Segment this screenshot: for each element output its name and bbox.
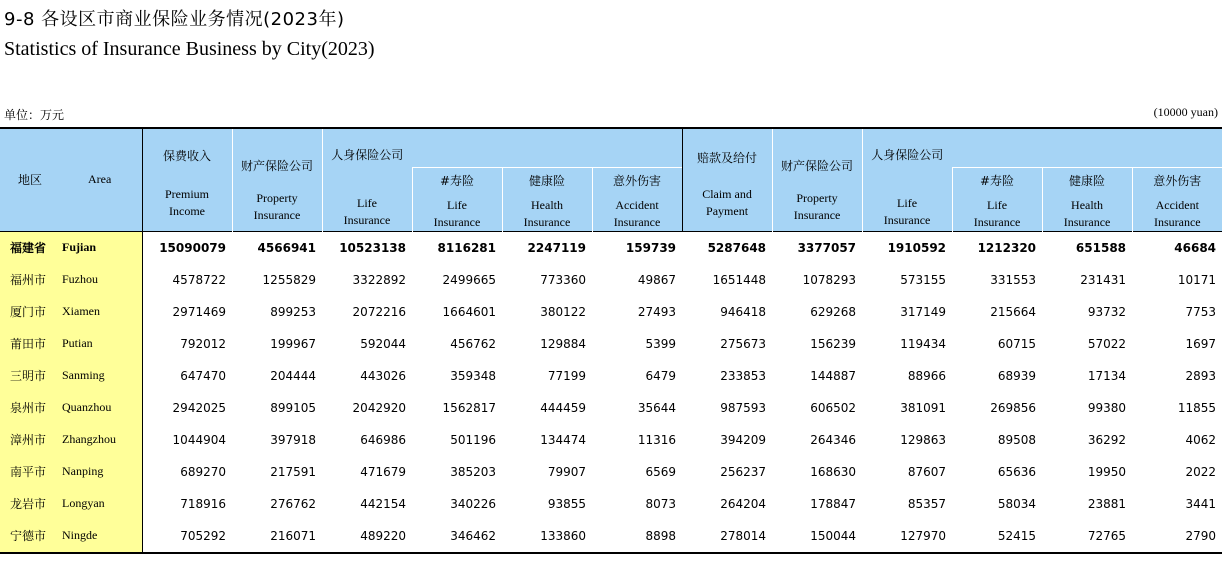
table-row — [0, 424, 1222, 456]
value-cell: 11316 — [637, 432, 677, 447]
header-premium: 保费收入 Premium Income — [142, 128, 232, 231]
area-name-cn: 宁德市 — [0, 520, 62, 553]
table-row — [0, 392, 1222, 424]
value-cell: 144887 — [810, 368, 857, 383]
value-cell: 156239 — [810, 336, 857, 351]
value-cell: 442154 — [360, 496, 406, 511]
value-cell: 2790 — [1132, 520, 1222, 553]
value-cell: 93732 — [1087, 304, 1127, 319]
table-row — [0, 264, 1222, 296]
value-cell: 129863 — [900, 432, 947, 447]
value-cell: 217591 — [270, 464, 316, 479]
value-cell: 65636 — [997, 464, 1037, 479]
value-cell: 57022 — [1087, 336, 1127, 351]
header-premium-life-group: 人身保险公司 — [322, 128, 412, 167]
header-premium-accident: 意外伤害 Accident Insurance — [592, 167, 682, 231]
value-cell: 10523138 — [322, 231, 412, 264]
value-cell: 2247119 — [502, 231, 592, 264]
value-cell: 317149 — [900, 304, 947, 319]
value-cell: 397918 — [270, 432, 316, 447]
value-cell: 231431 — [1080, 272, 1127, 287]
value-cell: 6569 — [645, 464, 677, 479]
value-cell: 946418 — [720, 304, 767, 319]
value-cell: 2893 — [1185, 368, 1217, 383]
area-name-en: Quanzhou — [62, 392, 142, 424]
table-body — [0, 231, 1222, 553]
area-name-en: Longyan — [62, 488, 142, 520]
value-cell: 17134 — [1087, 368, 1127, 383]
value-cell: 346462 — [412, 520, 502, 553]
value-cell: 394209 — [720, 432, 767, 447]
value-cell: 275673 — [720, 336, 767, 351]
value-cell: 489220 — [322, 520, 412, 553]
value-cell: 46684 — [1132, 231, 1222, 264]
table-row — [0, 456, 1222, 488]
value-cell: 77199 — [547, 368, 586, 383]
value-cell: 5399 — [645, 336, 677, 351]
value-cell: 340226 — [450, 496, 496, 511]
area-name-en: Ningde — [62, 520, 142, 553]
value-cell: 1910592 — [862, 231, 952, 264]
value-cell: 444459 — [540, 400, 586, 415]
value-cell: 606502 — [810, 400, 857, 415]
value-cell: 359348 — [450, 368, 496, 383]
value-cell: 2942025 — [172, 400, 226, 415]
header-premium-property: 财产保险公司 Property Insurance — [232, 128, 322, 231]
header-claim-property: 财产保险公司 Property Insurance — [772, 128, 862, 231]
area-name-cn: 莆田市 — [0, 328, 62, 360]
page-title-cn: 9-8 各设区市商业保险业务情况(2023年) — [4, 9, 345, 30]
value-cell: 2971469 — [172, 304, 226, 319]
value-cell: 199967 — [270, 336, 316, 351]
area-name-cn: 福建省 — [0, 231, 62, 264]
header-premium-health: 健康险 Health Insurance — [502, 167, 592, 231]
value-cell: 10171 — [1177, 272, 1217, 287]
value-cell: 68939 — [997, 368, 1037, 383]
header-area-en: Area — [62, 128, 142, 231]
unit-label-cn: 单位：万元 — [4, 108, 65, 122]
value-cell: 129884 — [540, 336, 586, 351]
value-cell: 792012 — [180, 336, 226, 351]
table-row — [0, 296, 1222, 328]
value-cell: 15090079 — [142, 231, 232, 264]
value-cell: 11855 — [1177, 400, 1217, 415]
value-cell: 718916 — [180, 496, 226, 511]
value-cell: 27493 — [637, 304, 677, 319]
value-cell: 5287648 — [682, 231, 772, 264]
value-cell: 150044 — [772, 520, 862, 553]
table-row — [0, 520, 1222, 553]
value-cell: 2022 — [1185, 464, 1217, 479]
page-title-en: Statistics of Insurance Business by City(2023) — [4, 38, 375, 60]
value-cell: 58034 — [997, 496, 1037, 511]
value-cell: 689270 — [180, 464, 226, 479]
area-name-en: Zhangzhou — [62, 424, 142, 456]
value-cell: 278014 — [682, 520, 772, 553]
value-cell: 3377057 — [772, 231, 862, 264]
value-cell: 899253 — [270, 304, 316, 319]
area-name-en: Fujian — [62, 231, 142, 264]
header-claim-accident: 意外伤害 Accident Insurance — [1132, 167, 1222, 231]
value-cell: 629268 — [810, 304, 857, 319]
value-cell: 215664 — [990, 304, 1037, 319]
value-cell: 256237 — [720, 464, 767, 479]
insurance-table — [0, 127, 1222, 554]
area-name-cn: 福州市 — [0, 264, 62, 296]
value-cell: 88966 — [907, 368, 947, 383]
value-cell: 1664601 — [442, 304, 496, 319]
value-cell: 773360 — [540, 272, 586, 287]
value-cell: 646986 — [360, 432, 406, 447]
value-cell: 216071 — [232, 520, 322, 553]
value-cell: 119434 — [900, 336, 947, 351]
value-cell: 1651448 — [712, 272, 767, 287]
area-name-en: Sanming — [62, 360, 142, 392]
value-cell: 456762 — [450, 336, 496, 351]
value-cell: 60715 — [997, 336, 1037, 351]
value-cell: 4578722 — [172, 272, 226, 287]
value-cell: 2072216 — [352, 304, 406, 319]
value-cell: 23881 — [1087, 496, 1127, 511]
value-cell: 87607 — [907, 464, 947, 479]
header-claim-health: 健康险 Health Insurance — [1042, 167, 1132, 231]
area-name-cn: 南平市 — [0, 456, 62, 488]
value-cell: 331553 — [990, 272, 1037, 287]
value-cell: 651588 — [1042, 231, 1132, 264]
value-cell: 276762 — [270, 496, 316, 511]
value-cell: 471679 — [360, 464, 406, 479]
value-cell: 7753 — [1185, 304, 1217, 319]
area-name-cn: 泉州市 — [0, 392, 62, 424]
value-cell: 4566941 — [232, 231, 322, 264]
value-cell: 49867 — [637, 272, 677, 287]
area-name-en: Fuzhou — [62, 264, 142, 296]
value-cell: 1212320 — [952, 231, 1042, 264]
value-cell: 3322892 — [352, 272, 406, 287]
header-premium-life-group-en: Life Insurance — [322, 167, 412, 231]
value-cell: 4062 — [1185, 432, 1217, 447]
value-cell: 85357 — [907, 496, 947, 511]
value-cell: 1697 — [1185, 336, 1217, 351]
header-premium-life-spacer — [412, 128, 682, 167]
area-name-cn: 厦门市 — [0, 296, 62, 328]
value-cell: 89508 — [997, 432, 1037, 447]
value-cell: 899105 — [270, 400, 316, 415]
value-cell: 178847 — [810, 496, 857, 511]
value-cell: 99380 — [1087, 400, 1127, 415]
header-claim-life-group-en: Life Insurance — [862, 167, 952, 231]
value-cell: 134474 — [540, 432, 586, 447]
unit-label-en: (10000 yuan) — [1153, 105, 1218, 119]
value-cell: 1255829 — [262, 272, 316, 287]
header-claim-life-group: 人身保险公司 — [862, 128, 952, 167]
table-header — [0, 128, 1222, 231]
area-name-en: Putian — [62, 328, 142, 360]
value-cell: 168630 — [810, 464, 857, 479]
header-area-cn: 地区 — [0, 128, 62, 231]
value-cell: 380122 — [540, 304, 586, 319]
value-cell: 35644 — [637, 400, 677, 415]
area-name-en: Xiamen — [62, 296, 142, 328]
value-cell: 269856 — [990, 400, 1037, 415]
value-cell: 264346 — [810, 432, 857, 447]
value-cell: 647470 — [180, 368, 226, 383]
header-claim: 赔款及给付 Claim and Payment — [682, 128, 772, 231]
value-cell: 1562817 — [442, 400, 496, 415]
table-row — [0, 328, 1222, 360]
value-cell: 6479 — [645, 368, 677, 383]
value-cell: 573155 — [900, 272, 947, 287]
value-cell: 204444 — [270, 368, 316, 383]
header-claim-life-spacer — [952, 128, 1222, 167]
value-cell: 8898 — [592, 520, 682, 553]
header-claim-life: #寿险 Life Insurance — [952, 167, 1042, 231]
value-cell: 987593 — [720, 400, 767, 415]
value-cell: 705292 — [142, 520, 232, 553]
value-cell: 233853 — [720, 368, 767, 383]
header-premium-life: #寿险 Life Insurance — [412, 167, 502, 231]
value-cell: 1044904 — [172, 432, 226, 447]
value-cell: 3441 — [1185, 496, 1217, 511]
value-cell: 8116281 — [412, 231, 502, 264]
value-cell: 2042920 — [352, 400, 406, 415]
value-cell: 264204 — [720, 496, 767, 511]
table-row — [0, 488, 1222, 520]
value-cell: 385203 — [450, 464, 496, 479]
value-cell: 93855 — [547, 496, 586, 511]
area-name-en: Nanping — [62, 456, 142, 488]
value-cell: 8073 — [645, 496, 677, 511]
area-name-cn: 龙岩市 — [0, 488, 62, 520]
value-cell: 592044 — [360, 336, 406, 351]
value-cell: 2499665 — [442, 272, 496, 287]
value-cell: 159739 — [592, 231, 682, 264]
table-row — [0, 360, 1222, 392]
value-cell: 36292 — [1087, 432, 1127, 447]
value-cell: 52415 — [952, 520, 1042, 553]
area-name-cn: 三明市 — [0, 360, 62, 392]
value-cell: 127970 — [862, 520, 952, 553]
area-name-cn: 漳州市 — [0, 424, 62, 456]
value-cell: 79907 — [547, 464, 586, 479]
value-cell: 72765 — [1042, 520, 1132, 553]
value-cell: 19950 — [1087, 464, 1127, 479]
value-cell: 501196 — [450, 432, 496, 447]
value-cell: 381091 — [900, 400, 947, 415]
value-cell: 133860 — [502, 520, 592, 553]
value-cell: 1078293 — [802, 272, 857, 287]
value-cell: 443026 — [360, 368, 406, 383]
table-row-province — [0, 231, 1222, 264]
